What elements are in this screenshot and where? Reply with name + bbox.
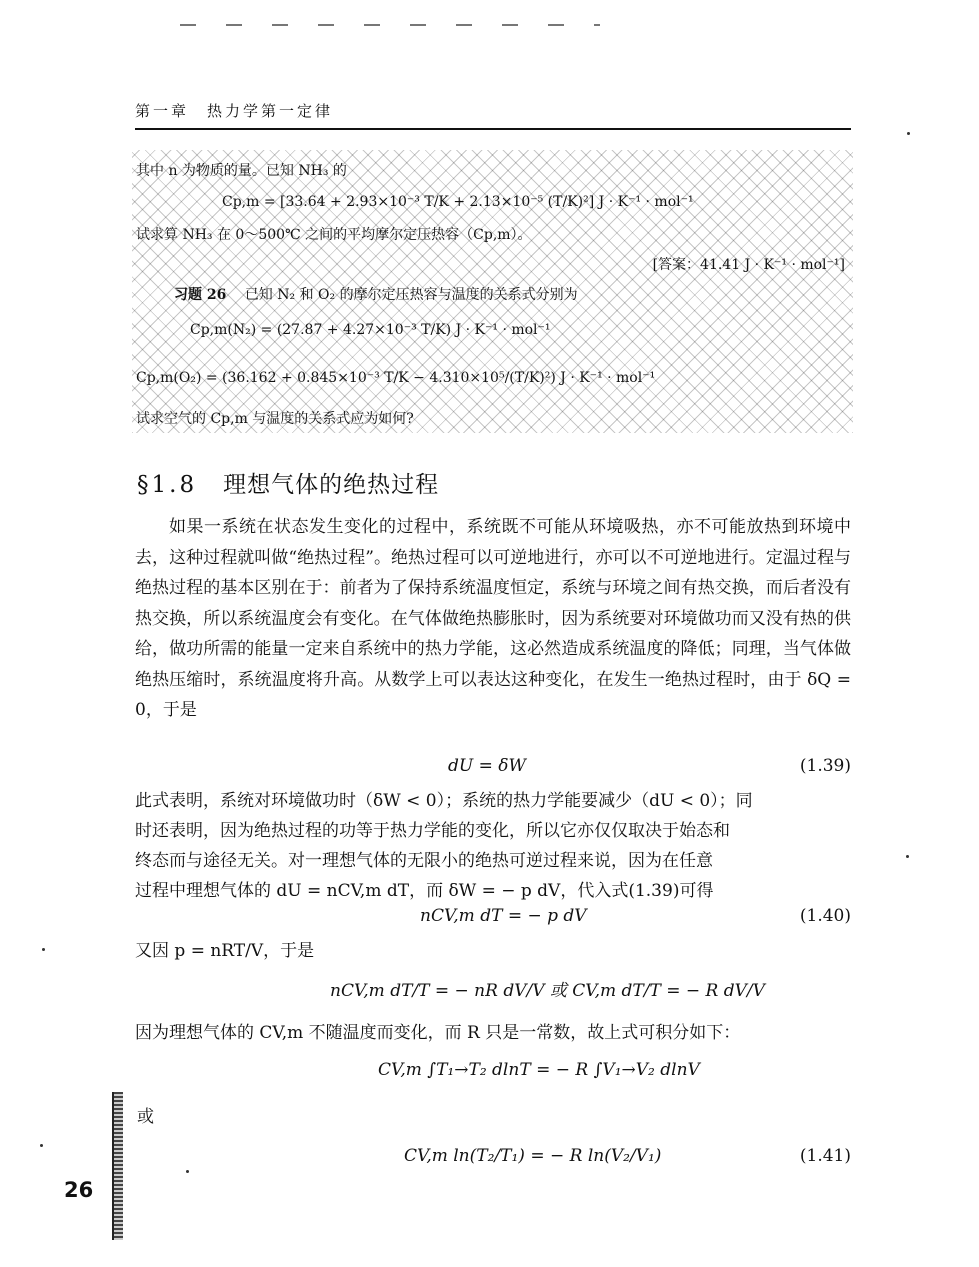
paragraph-1 [135, 512, 851, 726]
paragraph-2-line-3: 终态而与途径无关。对一理想气体的无限小的绝热可逆过程来说，因为在任意 [135, 851, 713, 871]
scan-speck [907, 132, 910, 135]
section-heading [137, 466, 439, 499]
equation-1-39-number: (1.39) [799, 756, 851, 776]
paragraph-2-line-4: 过程中理想气体的 dU = nCV,m dT，而 δW = − p dV，代入式(1.39)可得 [135, 881, 714, 901]
exercise-answer: [答案：41.41 J · K⁻¹ · mol⁻¹] [652, 257, 845, 273]
exercise-equation-nh3: Cp,m = [33.64 + 2.93×10⁻³ T/K + 2.13×10⁻⁵ (T/K)²] J · K⁻¹ · mol⁻¹ [222, 194, 694, 210]
scan-speck [186, 1170, 189, 1173]
equation-1-41-number: (1.41) [799, 1146, 851, 1166]
equation-integral: CV,m ∫T₁→T₂ dlnT = − R ∫V₁→V₂ dlnV [378, 1060, 700, 1080]
equation-1-41: CV,m ln(T₂/T₁) = − R ln(V₂/V₁) [404, 1146, 662, 1166]
scan-speck [40, 1144, 43, 1147]
paragraph-2-line-2: 时还表明，因为绝热过程的功等于热力学能的变化，所以它亦仅仅取决于始态和 [135, 821, 730, 841]
scan-speck [906, 855, 909, 858]
section-number: §1.8 [137, 472, 198, 498]
running-header: 第一章 热力学第一定律 [135, 102, 334, 120]
paragraph-4: 因为理想气体的 CV,m 不随温度而变化，而 R 只是一常数，故上式可积分如下： [135, 1023, 741, 1043]
exercise-line-3: 试求算 NH₃ 在 0～500℃ 之间的平均摩尔定压热容（Cp,m）。 [136, 227, 532, 243]
section-title: 理想气体的绝热过程 [223, 472, 440, 498]
page-number: 26 [64, 1178, 94, 1202]
equation-1-39: dU = δW [448, 756, 526, 776]
exercise-equation-n2: Cp,m(N₂) = (27.87 + 4.27×10⁻³ T/K) J · K⁻¹ · mol⁻¹ [190, 322, 551, 338]
equation-1-40: nCV,m dT = − p dV [420, 906, 587, 926]
problem-label: 习题 26 [174, 287, 227, 303]
equation-1-40-number: (1.40) [799, 906, 851, 926]
paragraph-2-line-1: 此式表明，系统对环境做功时（δW < 0）；系统的热力学能要减少（dU < 0）；同 [135, 791, 753, 811]
scan-speck [42, 948, 45, 951]
equation-differential: nCV,m dT/T = − nR dV/V 或 CV,m dT/T = − R dV/V [330, 981, 765, 1001]
exercise-equation-o2: Cp,m(O₂) = (36.162 + 0.845×10⁻³ T/K − 4.310×10⁵/(T/K)²) J · K⁻¹ · mol⁻¹ [136, 370, 656, 386]
header-rule [135, 128, 851, 130]
exercise-line-1: 其中 n 为物质的量。已知 NH₃ 的 [136, 163, 347, 179]
exercise-question: 试求空气的 Cp,m 与温度的关系式应为如何? [136, 411, 414, 427]
problem-text: 已知 N₂ 和 O₂ 的摩尔定压热容与温度的关系式分别为 [244, 287, 578, 303]
paragraph-1-text: 如果一系统在状态发生变化的过程中，系统既不可能从环境吸热，亦不可能放热到环境中去，这种过程就叫做“绝热过程”。绝热过程可以可逆地进行，亦可以不可逆地进行。定温过程与绝热过程的基本区别在于：前者为了保持系统温度恒定，系统与环境之间有热交换，而后者没有热交换，所以系统温度会有变化。在气体做绝热膨胀时，因为系统要对环境做功而又没有热的供给，做功所需的能量一定来自系统中的热力学能，这必然造成系统温度的降低；同理，当气体做绝热压缩时，系统温度将升高。从数学上可以表达这种变化，在发生一绝热过程时，由于 δQ = 0，于是 [135, 517, 851, 720]
paragraph-3: 又因 p = nRT/V，于是 [135, 941, 315, 961]
binding-edge [112, 1092, 123, 1240]
or-word: 或 [137, 1107, 154, 1127]
top-scan-dashes [180, 24, 600, 26]
exercise-box [132, 150, 853, 433]
